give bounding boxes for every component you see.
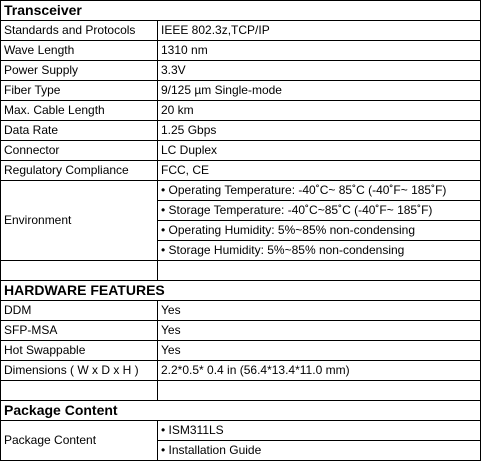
spec-label-package: Package Content — [1, 421, 158, 461]
spec-value: FCC, CE — [158, 161, 481, 181]
spec-label: Power Supply — [1, 61, 158, 81]
spec-value: 9/125 µm Single-mode — [158, 81, 481, 101]
spec-label: Connector — [1, 141, 158, 161]
spec-row — [1, 121, 481, 141]
spec-value: Yes — [158, 301, 481, 321]
spec-value: Yes — [158, 341, 481, 361]
spec-row — [1, 101, 481, 121]
spec-value: LC Duplex — [158, 141, 481, 161]
spec-label: Fiber Type — [1, 81, 158, 101]
spec-label: SFP-MSA — [1, 321, 158, 341]
spec-row — [1, 161, 481, 181]
spec-value: 2.2*0.5* 0.4 in (56.4*13.4*11.0 mm) — [158, 361, 481, 381]
spec-label: DDM — [1, 301, 158, 321]
section-header-row — [1, 1, 481, 21]
blank-row — [1, 261, 481, 281]
spec-value: 20 km — [158, 101, 481, 121]
section-header-row — [1, 401, 481, 421]
spec-label-environment: Environment — [1, 181, 158, 261]
spec-row — [1, 61, 481, 81]
section-header-row — [1, 281, 481, 301]
package-item: • Installation Guide — [158, 441, 481, 461]
spec-value: 1.25 Gbps — [158, 121, 481, 141]
spec-label: Regulatory Compliance — [1, 161, 158, 181]
spec-label: Dimensions ( W x D x H ) — [1, 361, 158, 381]
spec-value: 1310 nm — [158, 41, 481, 61]
section-title-package: Package Content — [1, 401, 481, 421]
spec-value: Yes — [158, 321, 481, 341]
environment-item: • Operating Temperature: -40˚C~ 85˚C (-40˚F~ 185˚F) — [158, 181, 481, 201]
spec-row — [1, 21, 481, 41]
spec-value: IEEE 802.3z,TCP/IP — [158, 21, 481, 41]
environment-item: • Operating Humidity: 5%~85% non-condensing — [158, 221, 481, 241]
section-title-transceiver: Transceiver — [1, 1, 481, 21]
blank-cell — [158, 261, 481, 281]
environment-item: • Storage Temperature: -40˚C~85˚C (-40˚F~ 185˚F) — [158, 201, 481, 221]
spec-label: Wave Length — [1, 41, 158, 61]
package-row — [1, 421, 481, 441]
blank-cell — [1, 381, 158, 401]
blank-cell — [158, 381, 481, 401]
spec-row — [1, 301, 481, 321]
spec-row-environment — [1, 181, 481, 201]
spec-label: Standards and Protocols — [1, 21, 158, 41]
spec-row — [1, 321, 481, 341]
spec-label: Data Rate — [1, 121, 158, 141]
spec-row — [1, 361, 481, 381]
section-title-hardware: HARDWARE FEATURES — [1, 281, 481, 301]
spec-row — [1, 81, 481, 101]
spec-row — [1, 41, 481, 61]
spec-label: Max. Cable Length — [1, 101, 158, 121]
spec-row — [1, 141, 481, 161]
spec-label: Hot Swappable — [1, 341, 158, 361]
spec-value: 3.3V — [158, 61, 481, 81]
environment-item: • Storage Humidity: 5%~85% non-condensing — [158, 241, 481, 261]
package-item: • ISM311LS — [158, 421, 481, 441]
blank-row — [1, 381, 481, 401]
spec-row — [1, 341, 481, 361]
blank-cell — [1, 261, 158, 281]
